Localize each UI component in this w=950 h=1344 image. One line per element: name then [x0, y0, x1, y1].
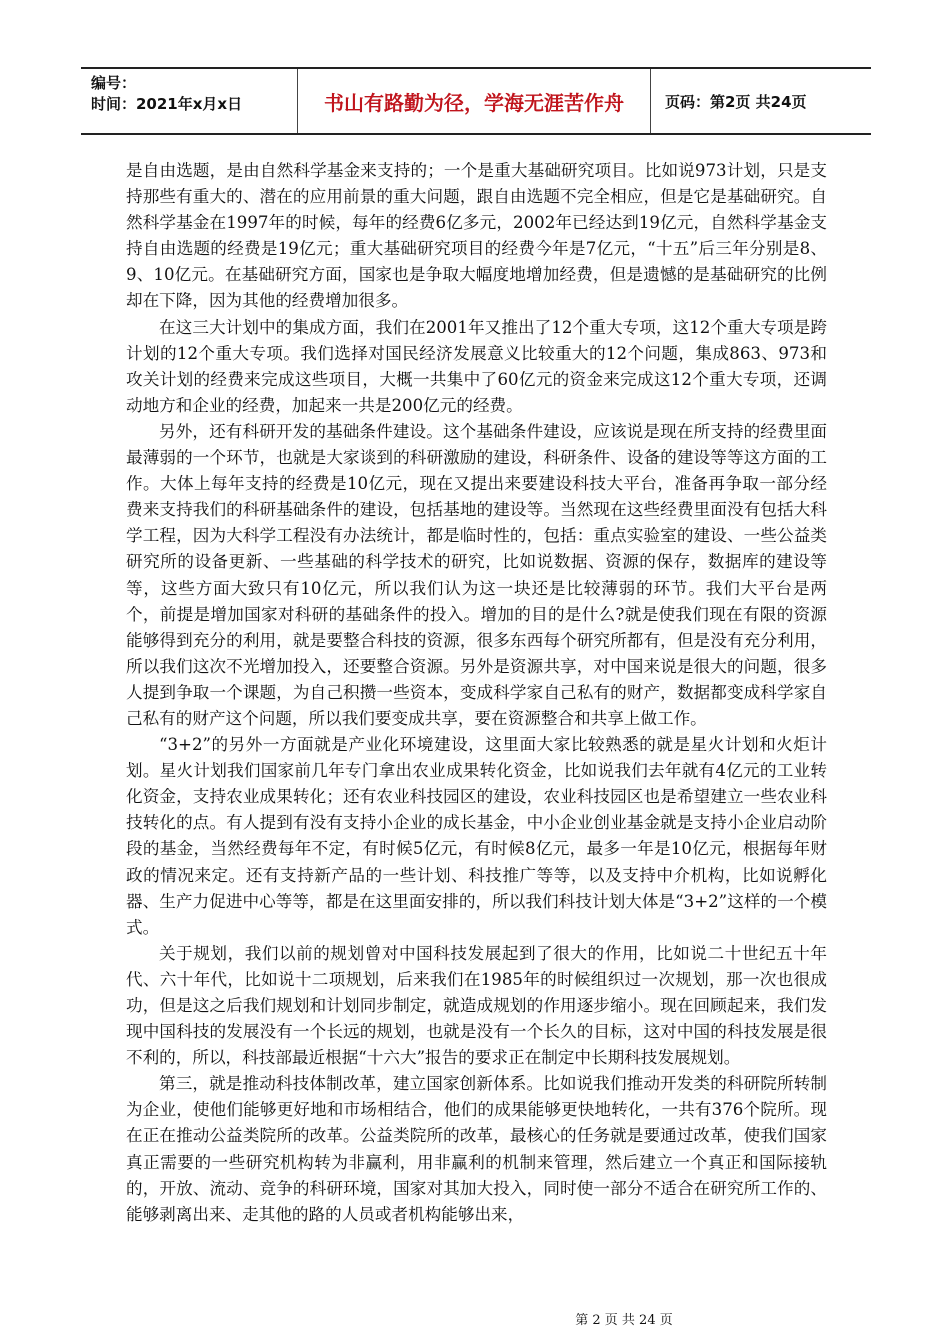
date-label: 时间：2021年x月x日: [91, 95, 243, 113]
paragraph-2: 在这三大计划中的集成方面，我们在2001年又推出了12个重大专项，这12个重大专项是跨计划的12个重大专项。我们选择对国民经济发展意义比较重大的12个问题，集成863、973和攻关计划的经费来完成这些项目，大概一共集中了60亿元的资金来完成这12个重大专项，还调动地方和企业的经费，加起来一共是200亿元的经费。: [126, 317, 827, 415]
number-label: 编号：: [91, 74, 137, 92]
header-page-info: 页码：第2页 共24页: [665, 92, 807, 111]
paragraph-1: 是自由选题，是由自然科学基金来支持的；一个是重大基础研究项目。比如说973计划，只是支持那些有重大的、潜在的应用前景的重大问题，跟自由选题不完全相应，但是它是基础研究。自然科学基金在1997年的时候，每年的经费6亿多元，2002年已经达到19亿元，自然科学基金支持自由选题的经费是19亿元；重大基础研究项目的经费今年是7亿元，“十五”后三年分别是8、9、10亿元。在基础研究方面，国家也是争取大幅度地增加经费，但是遗憾的是基础研究的比例却在下降，因为其他的经费增加很多。: [126, 161, 827, 311]
header-meta: [81, 69, 298, 133]
page-header: [81, 67, 871, 135]
paragraph-4: “3+2”的另外一方面就是产业化环境建设，这里面大家比较熟悉的就是星火计划和火炬计划。星火计划我们国家前几年专门拿出农业成果转化资金，比如说我们去年就有4亿元的工业转化资金，支持农业成果转化；还有农业科技园区的建设，农业科技园区也是希望建立一些农业科技转化的点。有人提到有没有支持小企业的成长基金，中小企业创业基金就是支持小企业启动阶段的基金，当然经费每年不定，有时候5亿元，有时候8亿元，最多一年是10亿元，根据每年财政的情况来定。还有支持新产品的一些计划、科技推广等等，以及支持中介机构，比如说孵化器、生产力促进中心等等，都是在这里面安排的，所以我们科技计划大体是“3+2”这样的一个模式。: [126, 735, 827, 937]
document-body: [126, 158, 827, 1228]
paragraph-6: 第三，就是推动科技体制改革，建立国家创新体系。比如说我们推动开发类的科研院所转制为企业，使他们能够更好地和市场相结合，他们的成果能够更快地转化，一共有376个院所。现在正在推动公益类院所的改革。公益类院所的改革，最核心的任务就是要通过改革，使我们国家真正需要的一些研究机构转为非赢利，用非赢利的机制来管理，然后建立一个真正和国际接轨的，开放、流动、竞争的科研环境，国家对其加大投入，同时使一部分不适合在研究所工作的、能够剥离出来、走其他的路的人员或者机构能够出来，: [126, 1074, 827, 1224]
header-motto: 书山有路勤为径，学海无涯苦作舟: [298, 69, 651, 133]
paragraph-5: 关于规划，我们以前的规划曾对中国科技发展起到了很大的作用，比如说二十世纪五十年代、六十年代，比如说十二项规划，后来我们在1985年的时候组织过一次规划，那一次也很成功，但是这之后我们规划和计划同步制定，就造成规划的作用逐步缩小。现在回顾起来，我们发现中国科技的发展没有一个长远的规划，也就是没有一个长久的目标，这对中国的科技发展是很不利的，所以，科技部最近根据“十六大”报告的要求正在制定中长期科技发展规划。: [126, 943, 827, 1068]
paragraph-3: 另外，还有科研开发的基础条件建设。这个基础条件建设，应该说是现在所支持的经费里面最薄弱的一个环节，也就是大家谈到的科研激励的建设，科研条件、设备的建设等等这方面的工作。大体上每年支持的经费是10亿元，现在又提出来要建设科技大平台，准备再争取一部分经费来支持我们的科研基础条件的建设，包括基地的建设等。当然现在这些经费里面没有包括大科学工程，因为大科学工程没有办法统计，都是临时性的，包括：重点实验室的建设、一些公益类研究所的设备更新、一些基础的科学技术的研究，比如说数据、资源的保存，数据库的建设等等，这些方面大致只有10亿元，所以我们认为这一块还是比较薄弱的环节。我们大平台是两个，前提是增加国家对科研的基础条件的投入。增加的目的是什么?就是使我们现在有限的资源能够得到充分的利用，就是要整合科技的资源，很多东西每个研究所都有，但是没有充分利用，所以我们这次不光增加投入，还要整合资源。另外是资源共享，对中国来说是很大的问题，很多人提到争取一个课题，为自己积攒一些资本，变成科学家自己私有的财产，数据都变成科学家自己私有的财产这个问题，所以我们要变成共享，要在资源整合和共享上做工作。: [126, 421, 827, 728]
page-footer: 第 2 页 共 24 页: [575, 1313, 673, 1328]
